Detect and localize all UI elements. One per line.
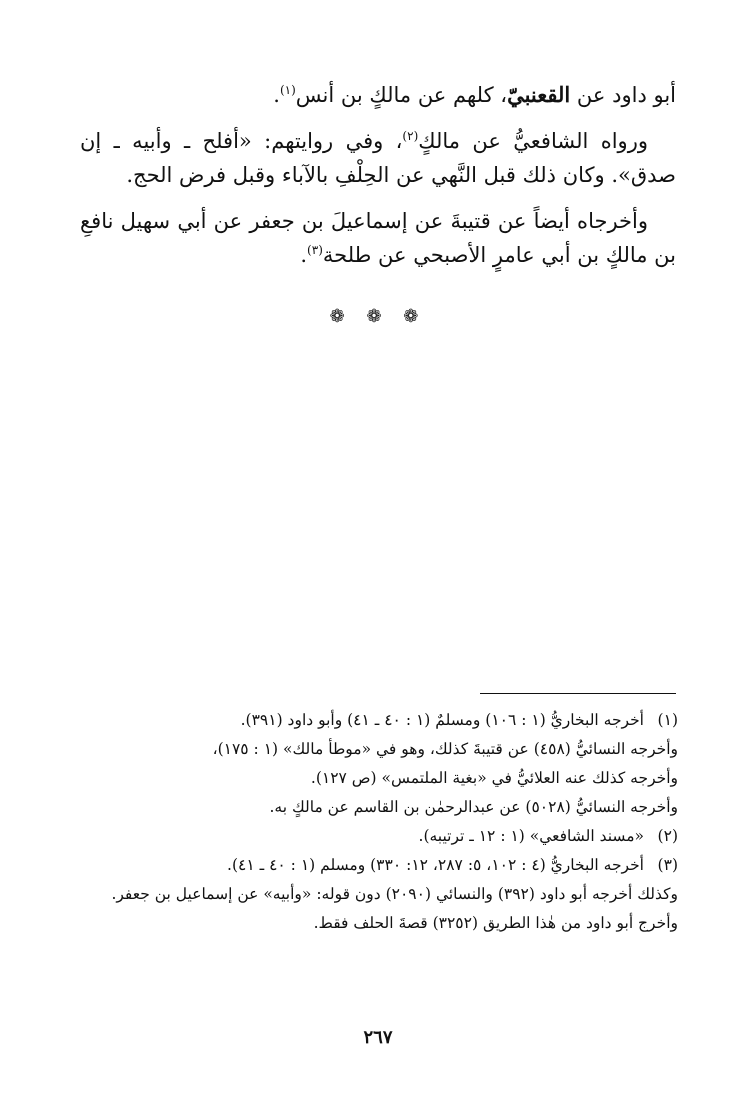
footnote-body: [78, 822, 644, 851]
footnote-number: (٢): [657, 827, 678, 845]
footnote-line: وأخرجه النسائيُّ (٤٥٨) عن قتيبةَ كذلك، وهو في «موطأ مالك» (١ : ١٧٥)،: [212, 740, 678, 758]
footnote-line: وأخرجه النسائيُّ (٥٠٢٨) عن عبدالرحمٰن بن القاسم عن مالكٍ به.: [269, 798, 678, 816]
footnote-marker-3[interactable]: (٣): [307, 243, 323, 257]
footnote-3: [78, 851, 678, 880]
paragraph-3: [80, 204, 676, 272]
footnote-marker-2[interactable]: (٢): [402, 129, 419, 143]
footnote-line: وأخرج أبو داود من هٰذا الطريق (٣٢٥٢) قصةَ الحلف فقط.: [313, 914, 678, 932]
para3-end: .: [300, 243, 308, 267]
footnote-line: وكذلك أخرجه أبو داود (٣٩٢) والنسائي (٢٠٩٠) دون قوله: «وأبيه» عن إسماعيل بن جعفر.: [111, 885, 678, 903]
para1-text: أبو داود عن: [570, 83, 676, 107]
main-text: [80, 78, 676, 284]
para1-bold-name: القعنبيّ: [507, 82, 571, 107]
para2-text-b: ، وفي روايتهم: «أفلح ـ وأبيه ـ إن صدق». وكان ذلك قبل النَّهي عن الحِلْفِ بالآباء وقبل فرض الحج.: [80, 129, 676, 187]
page-number: ٢٦٧: [363, 1027, 393, 1048]
footnotes: [78, 706, 678, 938]
footnote-separator-rule: [480, 693, 676, 694]
footnote-2: [78, 822, 678, 851]
para2-text: ورواه الشافعيُّ عن مالكٍ: [418, 129, 648, 153]
footnote-1: [78, 706, 678, 735]
paragraph-1: [80, 78, 676, 112]
paragraph-2: [80, 124, 676, 192]
footnote-marker-1[interactable]: (١): [279, 83, 296, 97]
footnote-number: (٣): [657, 856, 678, 874]
para3-text: وأخرجاه أيضاً عن قتيبةَ عن إسماعيلَ بن جعفر عن أبي سهيل نافعِ بن مالكٍ بن أبي عامرٍ الأصبحي عن طلحة: [80, 209, 676, 267]
footnote-line: أخرجه البخاريُّ (٤ : ١٠٢، ٥: ٢٨٧، ١٢: ٣٣٠) ومسلم (١ : ٤٠ ـ ٤١).: [227, 856, 644, 874]
para1-end: .: [273, 83, 280, 107]
footnote-body: [78, 851, 644, 880]
footnote-number: (١): [657, 711, 678, 729]
footnote-line: وأخرجه كذلك عنه العلائيُّ في «بغية الملتمس» (ص ١٢٧).: [310, 769, 678, 787]
footnote-line: «مسند الشافعي» (١ : ١٢ ـ ترتيبه).: [418, 827, 644, 845]
footnote-body: [78, 706, 644, 735]
footnote-line: أخرجه البخاريُّ (١ : ١٠٦) ومسلمٌ (١ : ٤٠ ـ ٤١) وأبو داود (٣٩١).: [240, 711, 644, 729]
section-divider-ornament: ❁ ❁ ❁: [329, 306, 427, 327]
para1-text-b: ، كلهم عن مالكٍ بن أنس: [295, 83, 508, 107]
